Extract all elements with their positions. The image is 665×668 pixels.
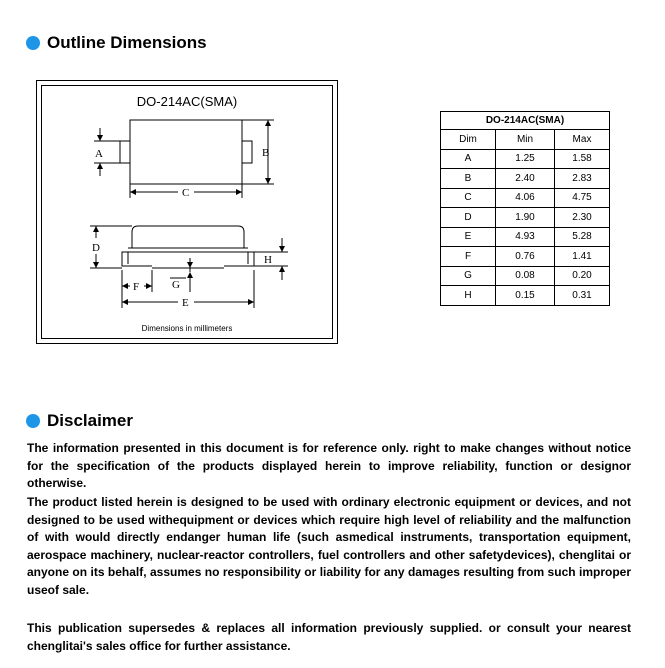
cell-dim: D xyxy=(441,208,496,228)
package-outline-figure xyxy=(36,80,338,344)
cell-min: 4.06 xyxy=(496,188,555,208)
cell-max: 0.31 xyxy=(555,286,610,306)
table-row xyxy=(441,266,610,286)
cell-dim: H xyxy=(441,286,496,306)
table-title: DO-214AC(SMA) xyxy=(441,112,610,130)
dim-label-f: F xyxy=(133,281,140,293)
bullet-icon xyxy=(26,414,40,428)
dim-label-e: E xyxy=(182,297,189,309)
disclaimer-heading-text: Disclaimer xyxy=(47,411,133,430)
side-view-left-lead xyxy=(122,252,152,266)
disclaimer-heading xyxy=(26,411,133,431)
header-dim: Dim xyxy=(441,130,496,150)
dim-label-g: G xyxy=(172,279,180,291)
disclaimer-paragraph: The product listed herein is designed to be used with ordinary electronic equipment or devices, and not designed to be used withequipment or devices which require high level of reliability and the malfunction of with would directly endanger human life (such asmedical instruments, transportation equipment, aerospace machinery, nuclear-reactor controllers, fuel controllers and other safetydevices), chenglitai or anyone on its behalf, assumes no responsibility or liability for any damages resulting from such improper useof sale. xyxy=(27,495,631,597)
cell-min: 1.25 xyxy=(496,149,555,169)
cell-max: 1.58 xyxy=(555,149,610,169)
top-view-right-lead xyxy=(242,141,252,163)
dim-label-h: H xyxy=(264,254,272,266)
cell-dim: G xyxy=(441,266,496,286)
cell-max: 2.83 xyxy=(555,169,610,189)
figure-title: DO-214AC(SMA) xyxy=(136,94,238,109)
side-view-body xyxy=(132,226,244,248)
table-row xyxy=(441,169,610,189)
disclaimer-paragraph: This publication supersedes & replaces all information previously supplied. or consult your nearest chenglitai's sales office for further assistance. xyxy=(27,621,631,653)
cell-min: 0.08 xyxy=(496,266,555,286)
dim-label-c: C xyxy=(182,187,190,199)
table-row xyxy=(441,286,610,306)
cell-min: 0.15 xyxy=(496,286,555,306)
cell-dim: A xyxy=(441,149,496,169)
figure-frame xyxy=(41,85,333,339)
cell-min: 0.76 xyxy=(496,247,555,267)
package-drawing xyxy=(42,86,332,338)
table-row xyxy=(441,208,610,228)
outline-heading-text: Outline Dimensions xyxy=(47,33,207,52)
disclaimer-paragraph: The information presented in this document is for reference only. right to make changes without notice for the specification of the products displayed herein to improve reliability, function or designor otherwise. xyxy=(27,441,631,490)
dimensions-table xyxy=(440,111,610,306)
dim-label-b: B xyxy=(262,147,270,159)
side-view-right-lead xyxy=(224,252,254,266)
cell-dim: F xyxy=(441,247,496,267)
outline-dimensions-heading xyxy=(26,33,207,53)
header-max: Max xyxy=(555,130,610,150)
table-row xyxy=(441,227,610,247)
cell-max: 4.75 xyxy=(555,188,610,208)
cell-dim: B xyxy=(441,169,496,189)
cell-max: 5.28 xyxy=(555,227,610,247)
cell-min: 2.40 xyxy=(496,169,555,189)
header-min: Min xyxy=(496,130,555,150)
cell-max: 2.30 xyxy=(555,208,610,228)
cell-dim: E xyxy=(441,227,496,247)
top-view-body xyxy=(130,120,242,184)
bullet-icon xyxy=(26,36,40,50)
table-row xyxy=(441,149,610,169)
figure-caption: Dimensions in millimeters xyxy=(141,324,233,333)
cell-dim: C xyxy=(441,188,496,208)
table-row xyxy=(441,247,610,267)
table-row xyxy=(441,188,610,208)
cell-max: 1.41 xyxy=(555,247,610,267)
top-view-left-lead xyxy=(120,141,130,163)
cell-min: 1.90 xyxy=(496,208,555,228)
cell-max: 0.20 xyxy=(555,266,610,286)
dim-label-d: D xyxy=(92,242,100,254)
cell-min: 4.93 xyxy=(496,227,555,247)
dim-label-a: A xyxy=(95,148,103,160)
